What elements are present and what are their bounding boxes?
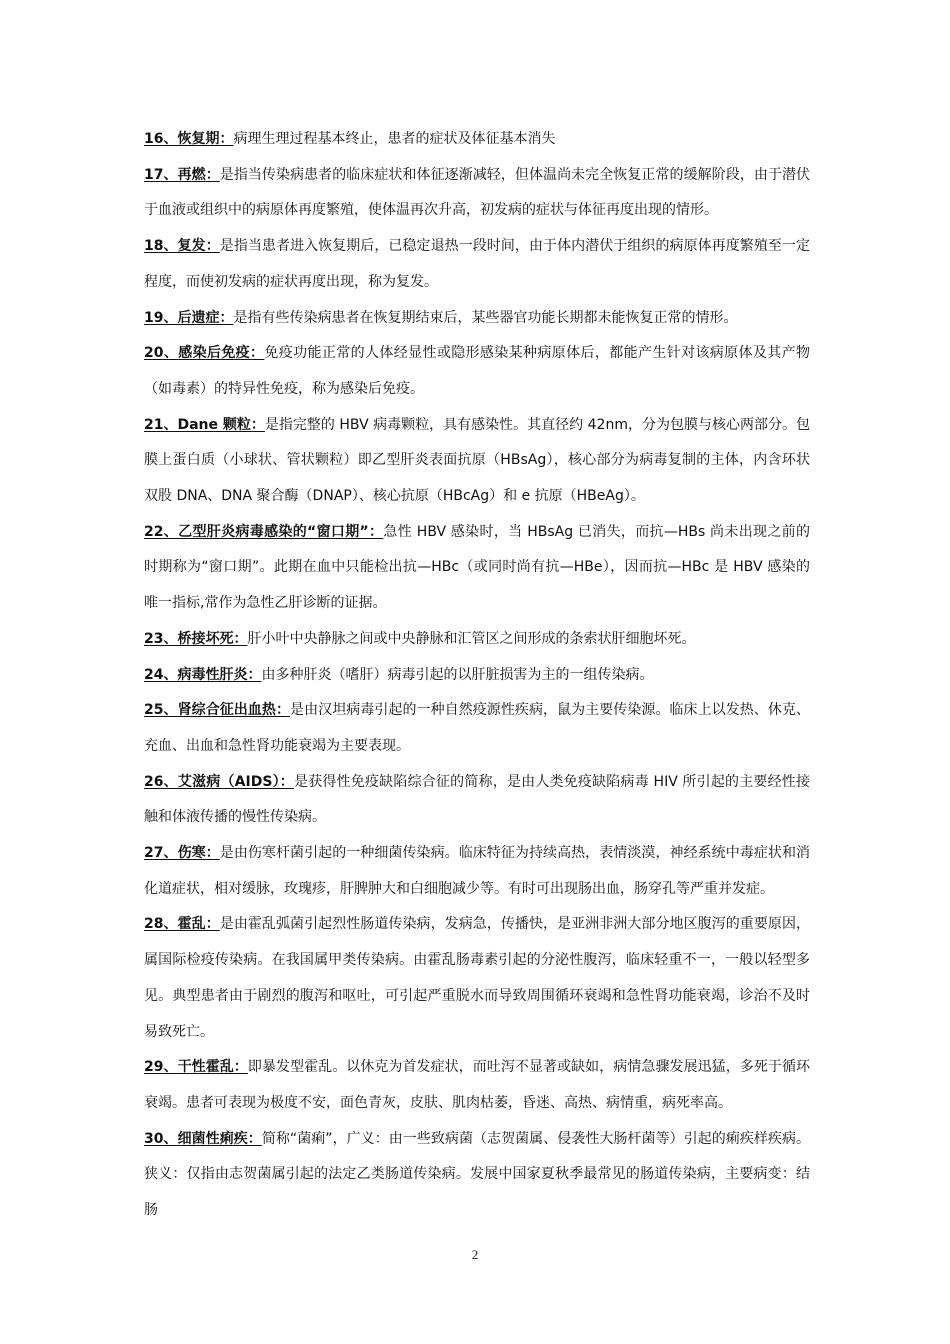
entry-text: 病理生理过程基本终止，患者的症状及体征基本消失: [233, 131, 556, 147]
entry-term: 25、肾综合征出血热：: [144, 702, 291, 719]
entry-text: 是由霍乱弧菌引起烈性肠道传染病，发病急，传播快，是亚洲非洲大部分地区腹泻的重要原因，属国际检疫传染病。在我国属甲类传染病。由霍乱肠毒素引起的分泌性腹泻，临床轻重不一，一般以轻型多见。典型患者由于剧烈的腹泻和呕吐，可引起严重脱水而导致周围循环衰竭和急性肾功能衰竭，诊治不及时易致死亡。: [144, 916, 811, 1040]
entry-term: 27、伤寒：: [144, 845, 220, 862]
glossary-entry-30: [144, 1122, 810, 1229]
glossary-entry-23: [144, 622, 810, 658]
entry-text: 由多种肝炎（嗜肝）病毒引起的以肝脏损害为主的一组传染病。: [261, 666, 654, 683]
entry-term: 23、桥接坏死：: [144, 630, 248, 647]
glossary-entry-24: [144, 658, 810, 694]
entry-text: 是指当传染病患者的临床症状和体征逐渐减轻，但体温尚未完全恢复正常的缓解阶段，由于潜伏于血液或组织中的病原体再度繁殖，使体温再次升高，初发病的症状与体征再度出现的情形。: [144, 166, 811, 219]
glossary-entry-17: [144, 158, 810, 229]
entry-term: 18、复发：: [144, 238, 220, 255]
glossary-entry-25: [144, 693, 810, 764]
glossary-entry-21: [144, 408, 810, 515]
entry-text: 简称“菌痢”，广义：由一些致病菌（志贺菌属、侵袭性大肠杆菌等）引起的痢疾样疾病。狭义：仅指由志贺菌属引起的法定乙类肠道传染病。发展中国家夏秋季最常见的肠道传染病，主要病变：结肠: [144, 1130, 810, 1219]
glossary-entry-18: [144, 229, 810, 300]
entry-term: 17、再燃：: [144, 166, 220, 183]
entry-text: 即暴发型霍乱。以休克为首发症状，而吐泻不显著或缺如，病情急骤发展迅猛，多死于循环衰竭。患者可表现为极度不安，面色青灰，皮肤、肌肉枯萎，昏迷、高热、病情重，病死率高。: [144, 1059, 811, 1111]
entry-text: 是指有些传染病患者在恢复期结束后，某些器官功能长期都未能恢复正常的情形。: [233, 309, 738, 326]
glossary-entry-27: [144, 836, 810, 907]
entry-term: 20、感染后免疫：: [144, 345, 265, 362]
entry-text: 是获得性免疫缺陷综合征的简称，是由人类免疫缺陷病毒 HIV 所引起的主要经性接触和体液传播的慢性传染病。: [144, 773, 810, 826]
glossary-entry-28: [144, 907, 810, 1050]
entry-term: 22、乙型肝炎病毒感染的“窗口期”：: [144, 523, 384, 540]
glossary-entry-16: [144, 122, 810, 158]
entry-term: 30、细菌性痢疾：: [144, 1130, 262, 1147]
entry-term: 24、病毒性肝炎：: [144, 666, 262, 683]
glossary-entry-20: [144, 336, 810, 407]
entry-term: 21、Dane 颗粒：: [144, 416, 265, 433]
entry-text: 是由伤寒杆菌引起的一种细菌传染病。临床特征为持续高热，表情淡漠，神经系统中毒症状和消化道症状，相对缓脉，玫瑰疹，肝脾肿大和白细胞减少等。有时可出现肠出血，肠穿孔等严重并发症。: [144, 845, 811, 897]
entry-text: 是指完整的 HBV 病毒颗粒，具有感染性。其直径约 42nm，分为包膜与核心两部分。包膜上蛋白质（小球状、管状颗粒）即乙型肝炎表面抗原（HBsAg），核心部分为病毒复制的主体，内含环状双股 DNA、DNA 聚合酶（DNAP）、核心抗原（HBcAg）和 e 抗原（HBeAg）。: [144, 416, 811, 505]
entry-term: 26、艾滋病（AIDS）：: [144, 773, 294, 790]
glossary-entry-26: [144, 765, 810, 836]
entry-text: 是指当患者进入恢复期后，已稳定退热一段时间，由于体内潜伏于组织的病原体再度繁殖至一定程度，而使初发病的症状再度出现，称为复发。: [144, 238, 811, 290]
glossary-entry-29: [144, 1050, 810, 1121]
page-number: 2: [471, 1247, 479, 1262]
entry-text: 是由汉坦病毒引起的一种自然疫源性疾病，鼠为主要传染源。临床上以发热、休克、充血、出血和急性肾功能衰竭为主要表现。: [144, 702, 810, 754]
entry-text: 免疫功能正常的人体经显性或隐形感染某种病原体后，都能产生针对该病原体及其产物（如毒素）的特异性免疫，称为感染后免疫。: [144, 345, 810, 397]
entry-text: 肝小叶中央静脉之间或中央静脉和汇管区之间形成的条索状肝细胞坏死。: [247, 630, 696, 647]
entry-term: 16、恢复期：: [144, 131, 234, 147]
glossary-content: [144, 122, 810, 1229]
entry-text: 急性 HBV 感染时，当 HBsAg 已消失，而抗—HBs 尚未出现之前的时期称为“窗口期”。此期在血中只能检出抗—HBc（或同时尚有抗—HBe），因而抗—HBc 是 HBV 感染的唯一指标,常作为急性乙肝诊断的证据。: [144, 523, 810, 612]
glossary-entry-19: [144, 301, 810, 337]
entry-term: 28、霍乱：: [144, 916, 220, 933]
entry-term: 19、后遗症：: [144, 309, 234, 326]
entry-term: 29、干性霍乱：: [144, 1059, 248, 1076]
glossary-entry-22: [144, 515, 810, 622]
